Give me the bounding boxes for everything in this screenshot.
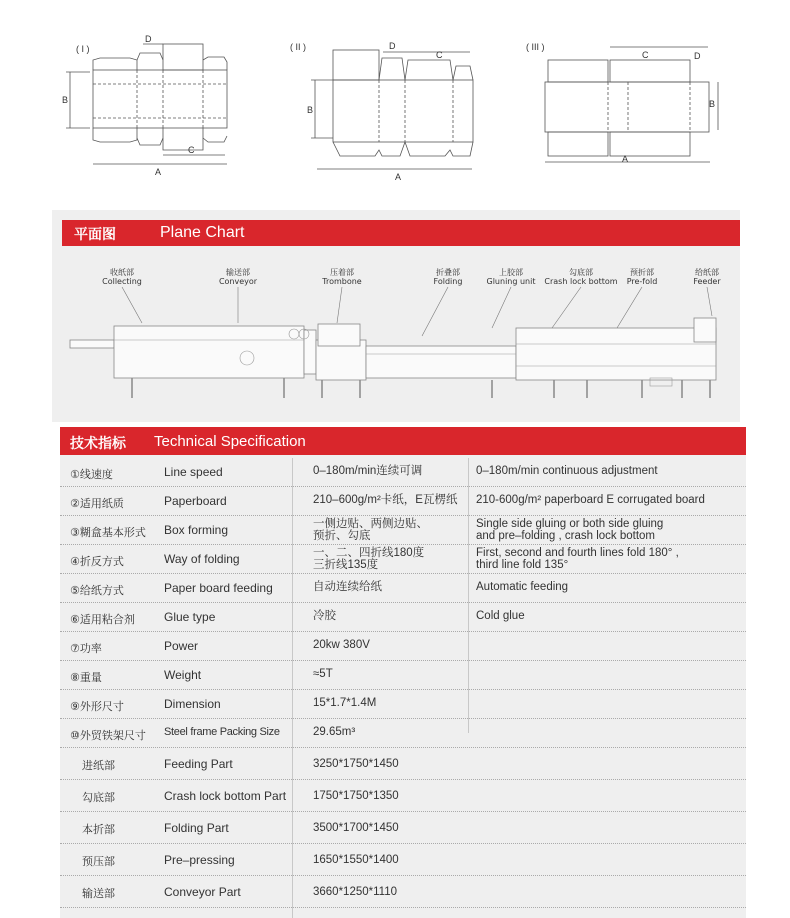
dim-a-3: A [622, 154, 629, 164]
spec-label-cn [70, 611, 135, 627]
diagram-label-2: ( II ) [290, 42, 306, 52]
box-diagram-svg [0, 0, 790, 200]
spec-value-en [476, 518, 663, 542]
spec-sub-label-cn: 预压部 [82, 855, 115, 868]
spec-number: ⑥ [70, 612, 80, 626]
spec-number: ⑩ [70, 728, 80, 742]
spec-value-en-line: Single side gluing or both side gluing [476, 518, 664, 530]
spec-label-cn [70, 669, 102, 685]
dim-c-1: C [188, 145, 195, 155]
spec-number: ② [70, 496, 80, 510]
spec-label-cn [70, 727, 146, 743]
spec-sub-value: 1650*1550*1400 [313, 853, 399, 866]
spec-sub-row [60, 780, 746, 812]
spec-table [60, 458, 746, 908]
part-cn-folding: 折叠部 [436, 268, 460, 277]
spec-label-en: Paper board feeding [164, 581, 273, 595]
spec-value-cn [313, 639, 370, 651]
spec-value-cn [313, 726, 355, 738]
dim-b-3: B [709, 99, 716, 109]
diagram-label-3: ( III ) [526, 42, 545, 52]
plane-chart-header [62, 220, 740, 246]
part-en-folding: Folding [433, 277, 463, 286]
spec-label-cn [70, 495, 124, 511]
spec-label-cn-text: 适用纸质 [79, 496, 124, 510]
part-en-gluing: Gluning unit [486, 277, 536, 286]
spec-label-en: Dimension [164, 697, 221, 711]
spec-label-cn-text: 重量 [79, 670, 102, 684]
part-cn-crash-lock: 勾底部 [569, 268, 593, 277]
spec-number: ⑨ [70, 699, 80, 713]
spec-row [60, 545, 746, 574]
spec-sub-row [60, 812, 746, 844]
spec-label-cn [70, 582, 124, 598]
spec-row [60, 661, 746, 690]
dim-a-2: A [395, 172, 402, 182]
machine-plane-diagram [52, 248, 740, 422]
spec-number: ⑦ [70, 641, 80, 655]
spec-row [60, 632, 746, 661]
spec-sub-row [60, 876, 746, 908]
spec-value-en [476, 610, 525, 622]
spec-value-en [476, 547, 679, 571]
spec-value-en-line: third line fold 135° [476, 559, 569, 571]
diagram-label-1: ( I ) [76, 44, 90, 54]
spec-label-cn [70, 524, 146, 540]
part-cn-gluing: 上胶部 [499, 268, 523, 277]
part-cn-prefold: 预折部 [630, 268, 654, 277]
box-diagrams [0, 0, 790, 200]
plane-chart-title-en: Plane Chart [160, 224, 245, 241]
dim-d-1: D [145, 34, 152, 44]
spec-sub-label-cn: 勾底部 [82, 791, 115, 804]
spec-sub-label-cn: 进纸部 [82, 759, 115, 772]
spec-value-cn-line: 自动连续给纸 [313, 581, 382, 593]
spec-number: ① [70, 467, 80, 481]
spec-label-en: Box forming [164, 523, 229, 537]
spec-value-cn-line: 冷胶 [313, 610, 336, 622]
dim-c-3: C [642, 50, 649, 60]
spec-row [60, 516, 746, 545]
spec-value-cn [313, 465, 422, 477]
dim-b-1: B [62, 95, 69, 105]
spec-label-en: Power [164, 639, 199, 653]
spec-value-cn-line: 一侧边贴、两侧边贴、 [313, 518, 428, 530]
part-en-conveyor: Conveyor [218, 277, 258, 286]
spec-label-cn-text: 适用粘合剂 [79, 612, 135, 626]
spec-number: ④ [70, 554, 80, 568]
spec-label-cn-text: 线速度 [79, 467, 113, 481]
spec-label-en: Paperboard [164, 494, 227, 508]
part-en-prefold: Pre-fold [626, 277, 658, 286]
spec-sub-value: 3500*1700*1450 [313, 821, 399, 834]
spec-number: ⑤ [70, 583, 80, 597]
spec-label-en: Steel frame Packing Size [164, 726, 280, 738]
spec-value-en-line: and pre–folding , crash lock bottom [476, 530, 655, 542]
spec-label-en: Glue type [164, 610, 216, 624]
spec-number: ⑧ [70, 670, 80, 684]
spec-value-cn-line: 15*1.7*1.4M [313, 697, 377, 709]
spec-sub-row [60, 844, 746, 876]
spec-header [60, 427, 746, 455]
dim-d-2: D [389, 41, 396, 51]
spec-label-cn [70, 466, 113, 482]
spec-value-cn [313, 697, 376, 709]
spec-value-cn-line: 20kw 380V [313, 639, 370, 651]
part-en-crash-lock: Crash lock bottom [544, 277, 618, 286]
spec-value-en-line: 210-600g/m² paperboard E corrugated board [476, 494, 705, 506]
spec-value-cn [313, 518, 428, 542]
spec-title-cn: 技术指标 [70, 436, 126, 452]
spec-row [60, 690, 746, 719]
spec-value-cn-line: 210–600g/m²卡纸，E瓦楞纸 [313, 494, 458, 506]
spec-label-en: Way of folding [164, 552, 240, 566]
spec-label-cn-text: 给纸方式 [79, 583, 124, 597]
spec-value-cn [313, 494, 457, 506]
dim-c-2: C [436, 50, 443, 60]
spec-label-cn [70, 640, 102, 656]
spec-label-cn-text: 折反方式 [79, 554, 124, 568]
spec-value-cn-line: 29.65m³ [313, 726, 356, 738]
spec-label-cn [70, 698, 124, 714]
spec-sub-label-cn: 本折部 [82, 823, 115, 836]
spec-sub-label-en: Conveyor Part [164, 884, 241, 899]
spec-label-cn-text: 功率 [79, 641, 102, 655]
spec-sub-label-en: Folding Part [164, 820, 229, 835]
spec-label-en: Line speed [164, 465, 223, 479]
spec-value-cn [313, 610, 336, 622]
spec-value-en [476, 465, 658, 477]
spec-row [60, 487, 746, 516]
spec-sub-value: 1750*1750*1350 [313, 789, 399, 802]
spec-value-en-line: 0–180m/min continuous adjustment [476, 465, 658, 477]
spec-label-cn-text: 糊盒基本形式 [79, 525, 146, 539]
spec-row [60, 603, 746, 632]
part-cn-conveyor: 输送部 [226, 268, 250, 277]
spec-value-cn-line: ≈5T [313, 668, 333, 680]
spec-label-cn-text: 外形尺寸 [79, 699, 124, 713]
spec-label-cn [70, 553, 124, 569]
plane-chart-section [52, 210, 740, 422]
spec-value-cn-line: 预折、勾底 [313, 530, 371, 542]
spec-value-cn-line: 0–180m/min连续可调 [313, 465, 423, 477]
spec-value-cn-line: 一、二、四折线180度 [313, 547, 425, 559]
spec-sub-value: 3250*1750*1450 [313, 757, 399, 770]
spec-label-cn-text: 外贸铁架尺寸 [79, 728, 146, 742]
spec-section [60, 427, 746, 918]
part-cn-feeder: 给纸部 [695, 268, 719, 277]
dim-a-1: A [155, 167, 162, 177]
spec-sub-value: 3660*1250*1110 [313, 885, 397, 898]
spec-sub-label-cn: 输送部 [82, 887, 115, 900]
spec-number: ③ [70, 525, 80, 539]
spec-value-cn [313, 581, 382, 593]
spec-value-cn-line: 三折线135度 [313, 559, 379, 571]
part-en-feeder: Feeder [693, 277, 721, 286]
spec-value-en [476, 581, 568, 593]
dim-d-3: D [694, 51, 701, 61]
dim-b-2: B [307, 105, 314, 115]
spec-value-en-line: Automatic feeding [476, 581, 569, 593]
spec-value-cn [313, 547, 424, 571]
plane-chart-title-cn: 平面图 [74, 227, 116, 243]
spec-value-en-line: First, second and fourth lines fold 180° , [476, 547, 679, 559]
spec-value-en-line: Cold glue [476, 610, 525, 622]
part-en-collecting: Collecting [102, 277, 142, 286]
spec-sub-label-en: Feeding Part [164, 756, 233, 771]
spec-title-en: Technical Specification [154, 433, 306, 450]
part-cn-trombone: 压着部 [330, 268, 354, 277]
spec-sub-label-en: Pre–pressing [164, 852, 235, 867]
spec-sub-row [60, 748, 746, 780]
spec-row [60, 458, 746, 487]
spec-sub-label-en: Crash lock bottom Part [164, 788, 287, 803]
part-cn-collecting: 收纸部 [110, 268, 134, 277]
spec-row [60, 719, 746, 748]
spec-row [60, 574, 746, 603]
spec-value-cn [313, 668, 333, 680]
part-en-trombone: Trombone [322, 277, 362, 286]
spec-value-en [476, 494, 705, 506]
spec-label-en: Weight [164, 668, 202, 682]
